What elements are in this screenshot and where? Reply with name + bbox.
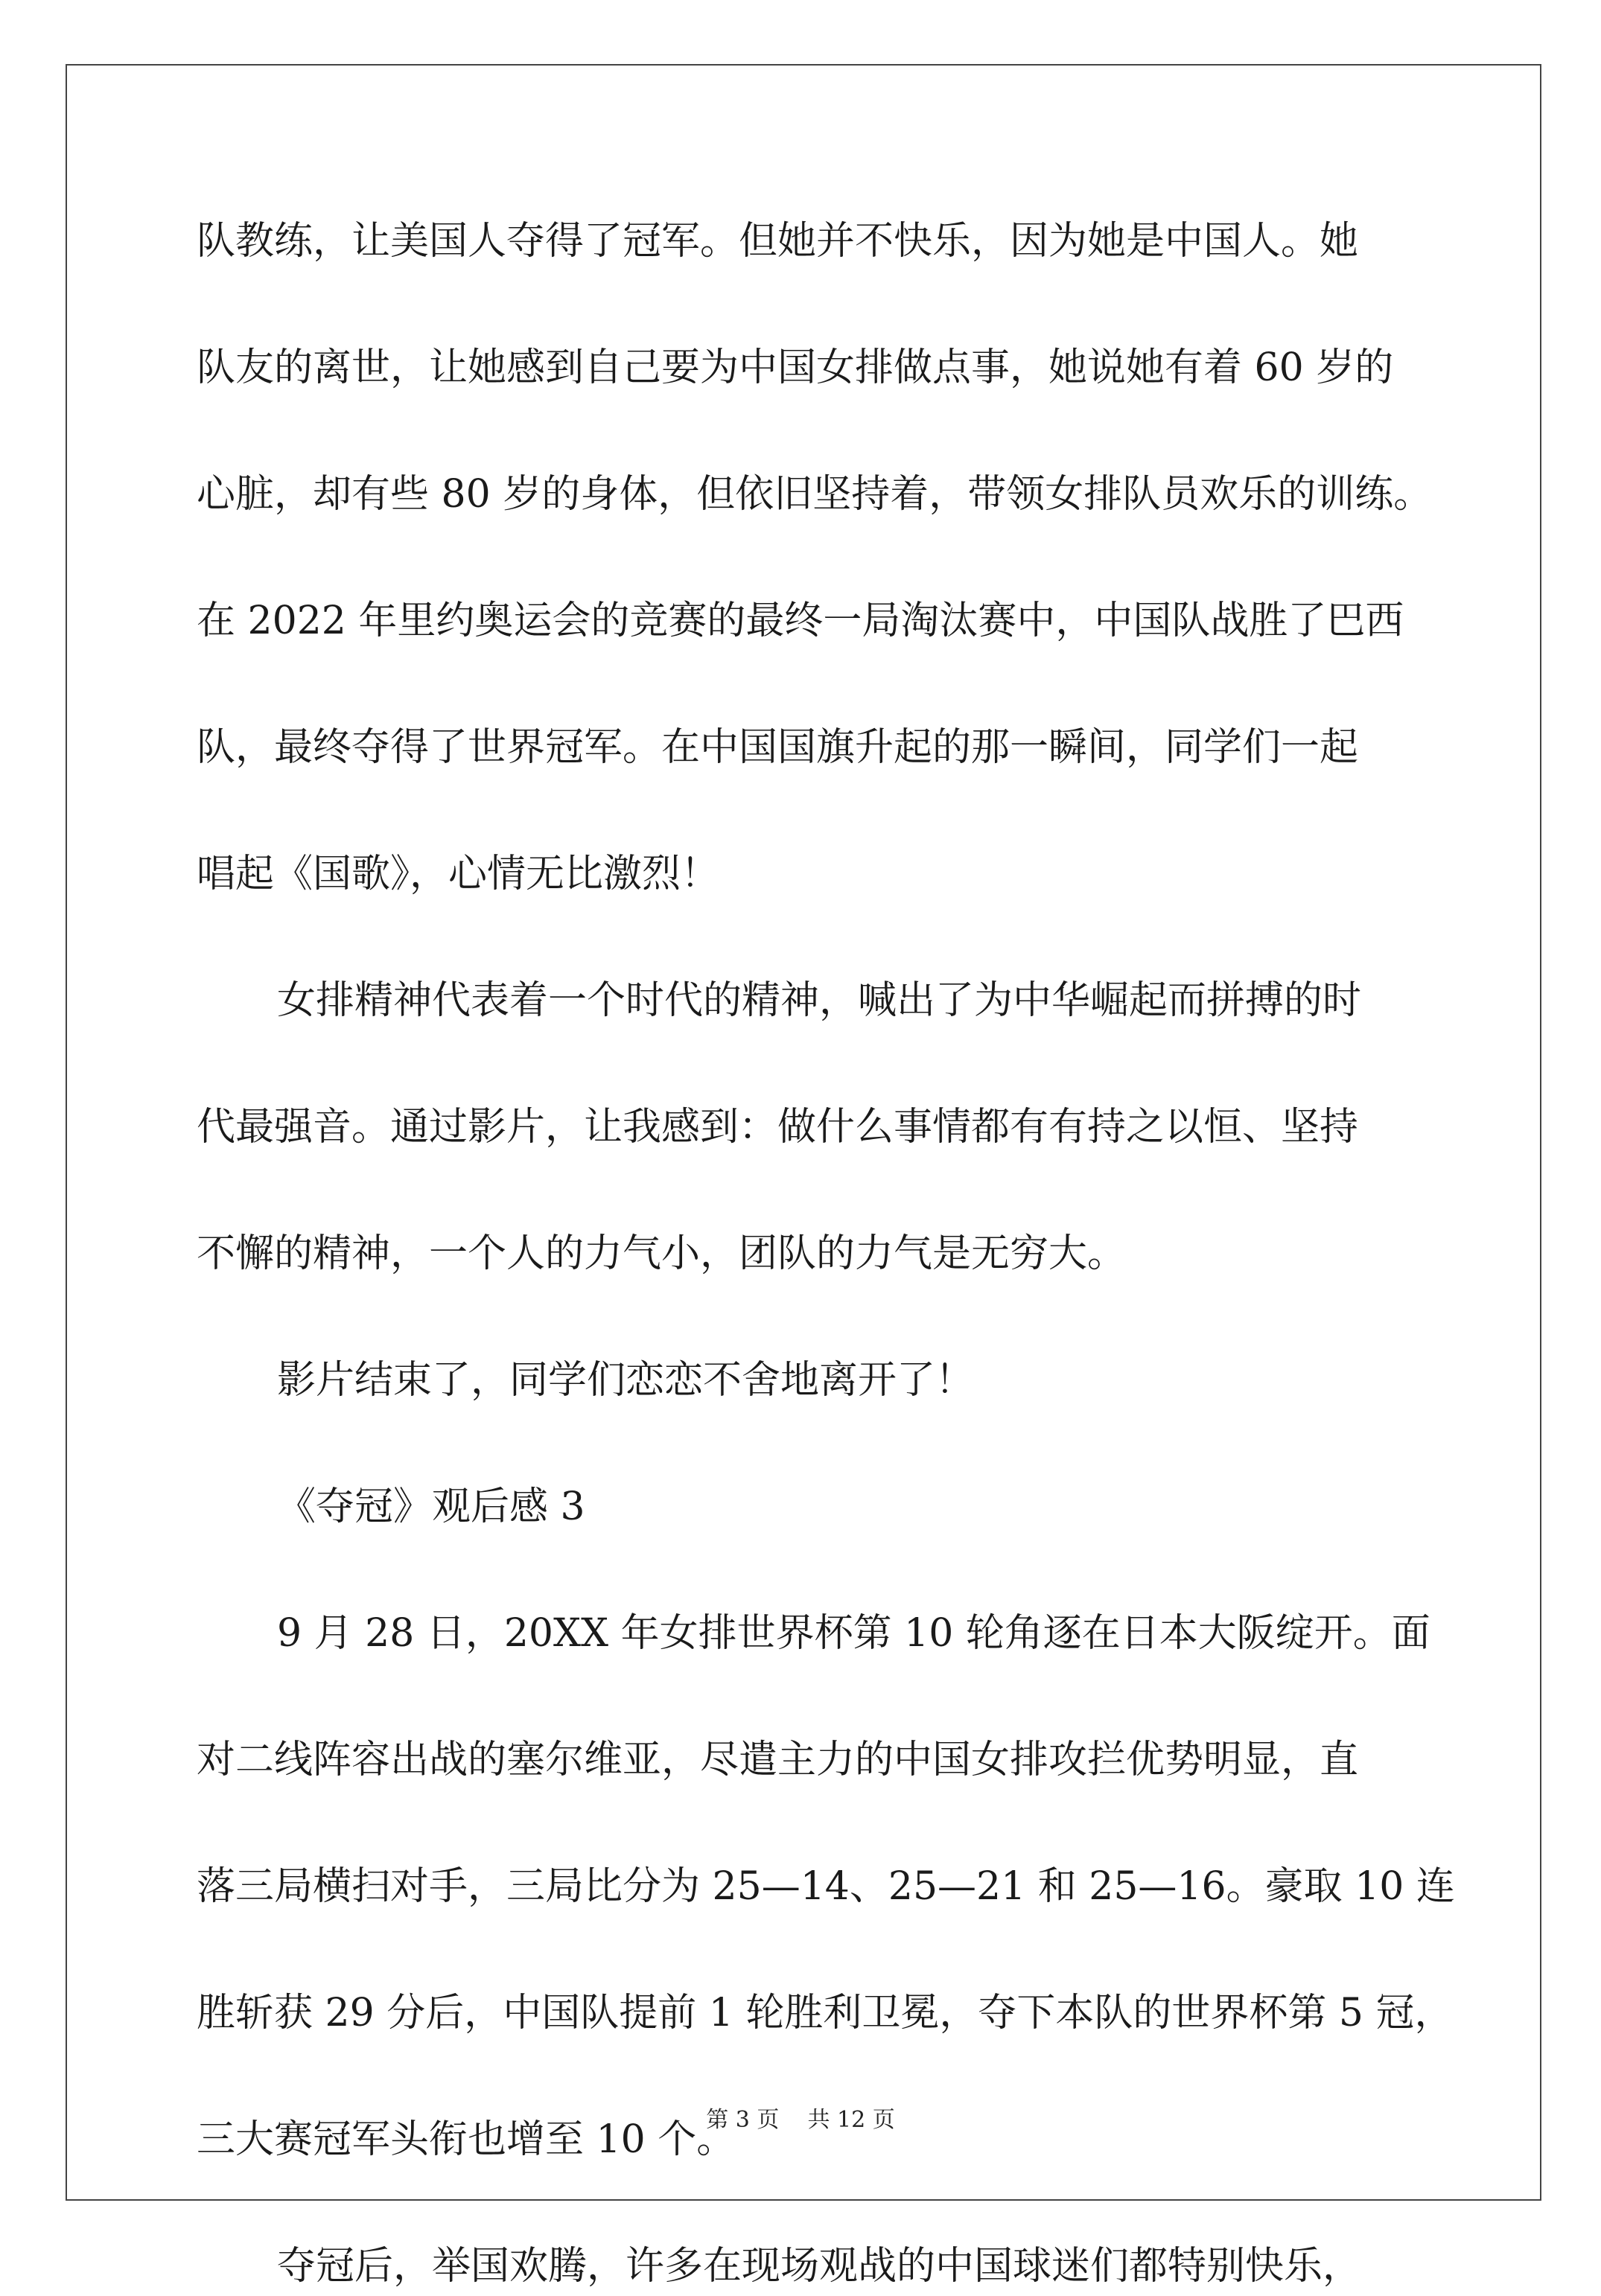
paragraph-start-line: 夺冠后，举国欢腾，许多在现场观战的中国球迷们都特别快乐， xyxy=(277,2244,1362,2289)
text-line-8: 代最强音。通过影片，让我感到：做什么事情都有有持之以恒、坚持 xyxy=(197,1105,1359,1149)
text-line-2: 队友的离世，让她感到自己要为中国女排做点事，她说她有着 60 岁的 xyxy=(197,345,1394,390)
text-line-6: 唱起《国歌》，心情无比激烈！ xyxy=(197,852,720,896)
text-line-16: 三大赛冠军头衔也增至 10 个。 xyxy=(197,2117,736,2162)
paragraph-start-line: 女排精神代表着一个时代的精神，喊出了为中华崛起而拼搏的时 xyxy=(277,978,1362,1023)
paragraph-start-line: 9 月 28 日，20XX 年女排世界杯第 10 轮角逐在日本大阪绽开。面 xyxy=(277,1611,1430,1656)
text-line-9: 不懈的精神，一个人的力气小，团队的力气是无穷大。 xyxy=(197,1231,1127,1276)
text-line-13: 对二线阵容出战的塞尔维亚，尽遣主力的中国女排攻拦优势明显，直 xyxy=(197,1738,1359,1782)
text-line-1: 队教练，让美国人夺得了冠军。但她并不快乐，因为她是中国人。她 xyxy=(197,219,1359,264)
section-heading: 《夺冠》观后感 3 xyxy=(277,1485,585,1529)
text-line-3: 心脏，却有些 80 岁的身体，但依旧坚持着，带领女排队员欢乐的训练。 xyxy=(197,472,1433,517)
page-number-footer: 第 3 页 共 12 页 xyxy=(706,2107,895,2133)
paragraph-start-line: 影片结束了，同学们恋恋不舍地离开了！ xyxy=(277,1358,975,1403)
text-line-5: 队，最终夺得了世界冠军。在中国国旗升起的那一瞬间，同学们一起 xyxy=(197,725,1359,770)
text-line-14: 落三局横扫对手，三局比分为 25—14、25—21 和 25—16。豪取 10 连 xyxy=(197,1864,1455,1909)
text-line-15: 胜斩获 29 分后，中国队提前 1 轮胜利卫冕，夺下本队的世界杯第 5 冠， xyxy=(197,1991,1454,2035)
text-line-4: 在 2022 年里约奥运会的竞赛的最终一局淘汰赛中，中国队战胜了巴西 xyxy=(197,599,1404,643)
